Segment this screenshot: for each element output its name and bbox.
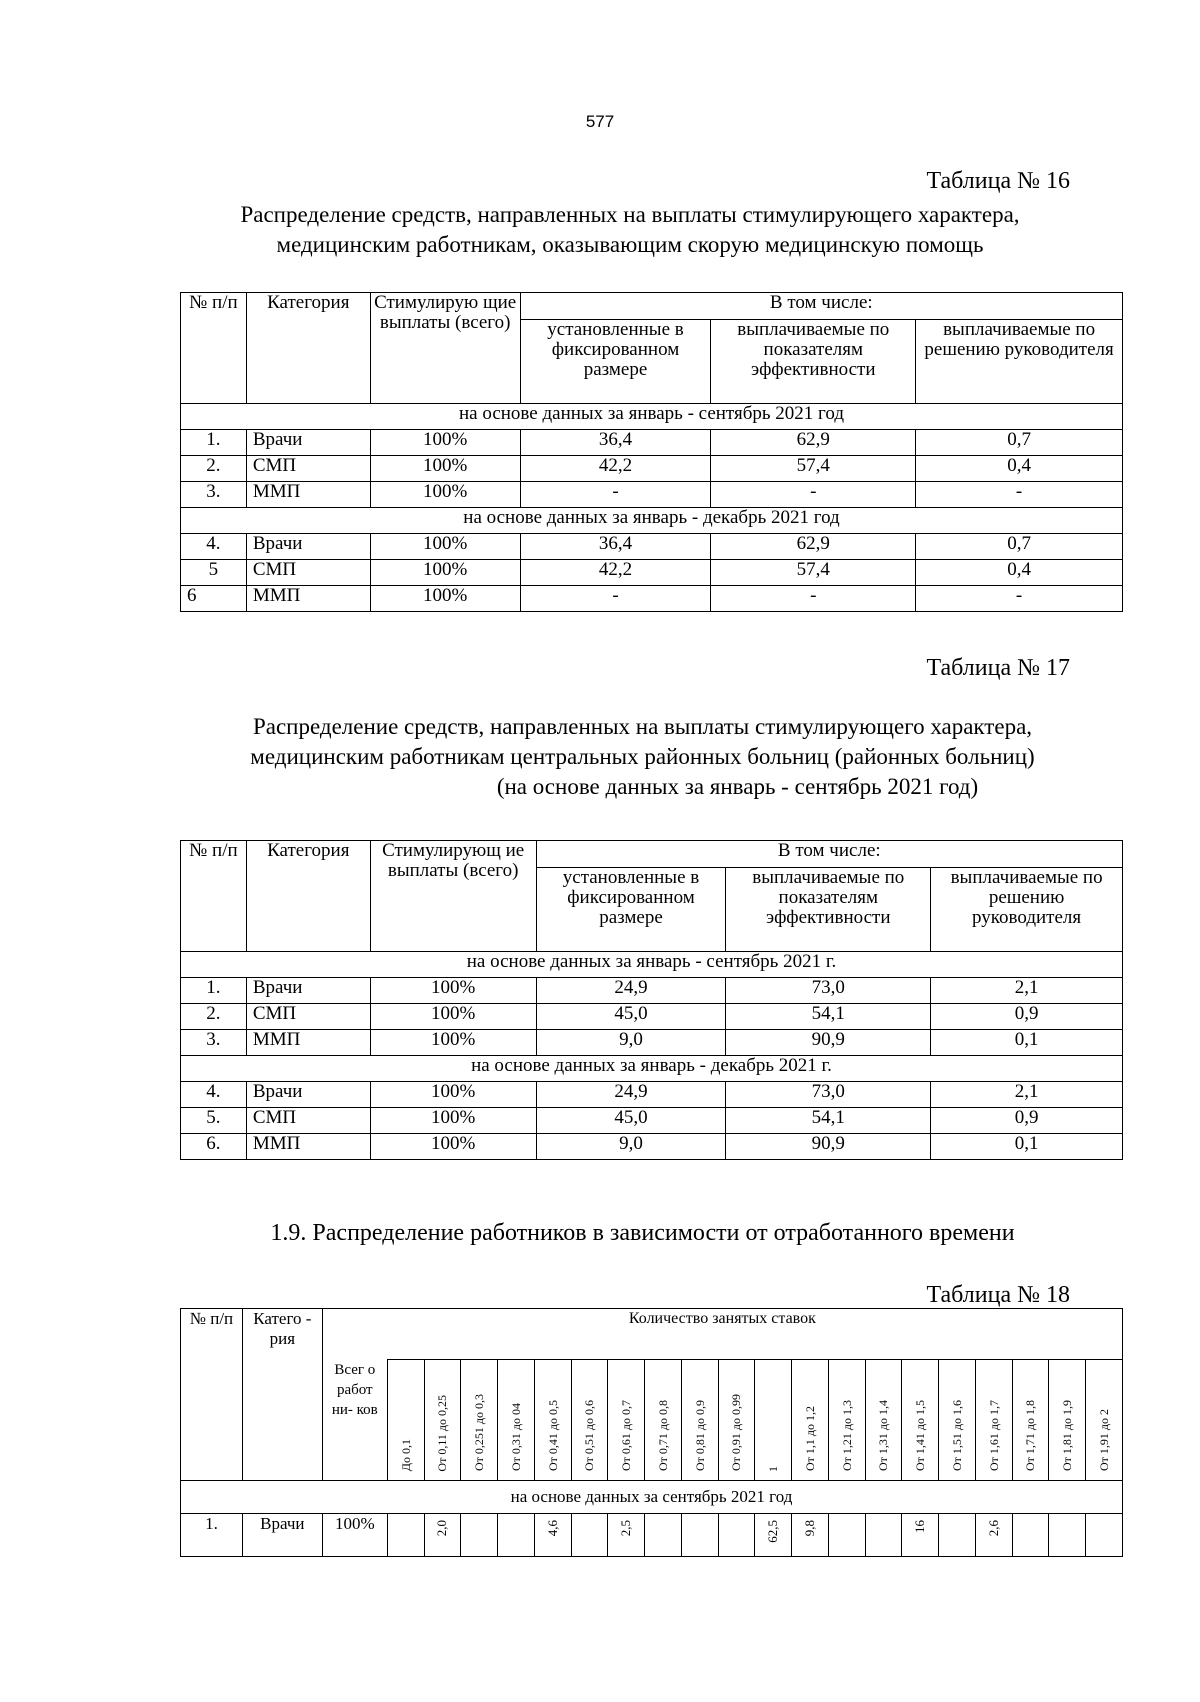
- rate-value-cell: [718, 1513, 755, 1556]
- rate-column-header: [1049, 1360, 1086, 1481]
- row-efficiency: 90,9: [726, 1030, 931, 1056]
- table-row: [181, 430, 1123, 456]
- row-manager: 0,9: [931, 1004, 1123, 1030]
- row-efficiency: 73,0: [726, 978, 931, 1004]
- row-num: 1.: [181, 978, 247, 1004]
- table-row: [181, 456, 1123, 482]
- rate-value-cell: [975, 1513, 1012, 1556]
- row-efficiency: -: [711, 482, 916, 508]
- table-row: [181, 1134, 1123, 1160]
- col-num-header: № п/п: [181, 1309, 243, 1481]
- row-total: 100%: [322, 1513, 387, 1556]
- rate-column-label: От 1,81 до 1,9: [1060, 1400, 1075, 1472]
- section-label: на основе данных за январь - декабрь 2021 г.: [181, 1056, 1123, 1082]
- row-fixed: -: [520, 482, 711, 508]
- section-label: на основе данных за январь - сентябрь 2021 г.: [181, 952, 1123, 978]
- rate-column-header: [387, 1360, 424, 1481]
- rate-column-label: От 0,31 до 04: [508, 1403, 523, 1472]
- rate-value-cell: [1086, 1513, 1123, 1556]
- row-manager: 2,1: [931, 1082, 1123, 1108]
- row-num: 3.: [181, 482, 247, 508]
- col-num-header: № п/п: [181, 293, 247, 404]
- rate-column-header: [1086, 1360, 1123, 1481]
- col-fixed-header: установленные в фиксированном размере: [520, 320, 711, 404]
- row-efficiency: 90,9: [726, 1134, 931, 1160]
- rate-column-label: От 0,11 до 0,25: [435, 1394, 450, 1472]
- rate-value-cell: [608, 1513, 645, 1556]
- rate-column-header: [424, 1360, 461, 1481]
- rate-column-label: От 1,21 до 1,3: [839, 1400, 854, 1472]
- row-manager: -: [916, 482, 1123, 508]
- rate-column-label: От 1,91 до 2: [1097, 1409, 1111, 1472]
- row-num: 6.: [181, 1134, 247, 1160]
- row-category: Врачи: [246, 534, 370, 560]
- row-efficiency: 73,0: [726, 1082, 931, 1108]
- row-total: 100%: [370, 534, 520, 560]
- rate-value: 2,5: [618, 1519, 634, 1536]
- col-category-header: Катего - рия: [242, 1309, 322, 1481]
- table16-caption: Таблица № 16: [926, 168, 1070, 194]
- rate-value-cell: [387, 1513, 424, 1556]
- rate-column-header: [608, 1360, 645, 1481]
- rate-value: 9,8: [801, 1519, 817, 1536]
- row-manager: 0,1: [931, 1030, 1123, 1056]
- rate-column-header: [571, 1360, 608, 1481]
- rate-value: 16: [912, 1519, 928, 1533]
- row-fixed: 45,0: [536, 1004, 726, 1030]
- rate-column-label: От 0,91 до 0,99: [729, 1394, 744, 1472]
- row-total: 100%: [370, 1134, 536, 1160]
- rate-column-header: [755, 1360, 792, 1481]
- rate-column-label: От 1,71 до 1,8: [1023, 1400, 1038, 1472]
- col-including-header: В том числе:: [536, 841, 1122, 868]
- row-category: Врачи: [246, 1082, 370, 1108]
- rate-column-label: От 0,251 до 0,3: [472, 1394, 487, 1472]
- row-fixed: 24,9: [536, 978, 726, 1004]
- rate-column-label: От 0,61 до 0,7: [619, 1400, 634, 1472]
- row-total: 100%: [370, 1108, 536, 1134]
- row-manager: 0,4: [916, 456, 1123, 482]
- table18-caption: Таблица № 18: [926, 1282, 1070, 1308]
- row-manager: 0,7: [916, 534, 1123, 560]
- rate-column-header: [534, 1360, 571, 1481]
- col-manager-header: выплачиваемые по решению руководителя: [931, 868, 1123, 952]
- rate-value-cell: [1049, 1513, 1086, 1556]
- row-total: 100%: [370, 1030, 536, 1056]
- col-efficiency-header: выплачиваемые по показателям эффективности: [726, 868, 931, 952]
- table16-title-line-1: Распределение средств, направленных на выплаты стимулирующего характера,: [240, 202, 1020, 227]
- rate-value-cell: [461, 1513, 498, 1556]
- rate-column-header: [498, 1360, 535, 1481]
- table16-title: [180, 200, 1080, 260]
- rate-column-header: [792, 1360, 829, 1481]
- row-num: 2.: [181, 456, 247, 482]
- rate-value-cell: [792, 1513, 829, 1556]
- table17-title-line-3: (на основе данных за январь - сентябрь 2021 год): [496, 774, 979, 799]
- row-category: СМП: [246, 1108, 370, 1134]
- table-row: [181, 482, 1123, 508]
- rate-value-cell: [902, 1513, 939, 1556]
- page-number: 577: [585, 112, 615, 131]
- row-manager: 0,7: [916, 430, 1123, 456]
- row-fixed: -: [520, 586, 711, 612]
- row-total: 100%: [370, 456, 520, 482]
- row-category: СМП: [246, 456, 370, 482]
- rate-column-label: До 0,1: [398, 1439, 413, 1472]
- row-category: Врачи: [246, 978, 370, 1004]
- rates-title-header: Количество занятых ставок: [322, 1309, 1122, 1360]
- rate-value-cell: [424, 1513, 461, 1556]
- row-fixed: 9,0: [536, 1134, 726, 1160]
- row-category: ММП: [246, 1134, 370, 1160]
- rate-column-label: От 0,41 до 0,5: [545, 1400, 560, 1472]
- row-num: 6: [181, 586, 247, 612]
- row-fixed: 42,2: [520, 560, 711, 586]
- row-total: 100%: [370, 482, 520, 508]
- table18: [180, 1308, 1123, 1557]
- rate-column-header: [1012, 1360, 1049, 1481]
- row-efficiency: 62,9: [711, 534, 916, 560]
- rate-value-cell: [755, 1513, 792, 1556]
- row-category: Врачи: [242, 1513, 322, 1556]
- rate-column-label: От 1,51 до 1,6: [949, 1400, 964, 1472]
- table-row: [181, 1513, 1123, 1556]
- rate-column-header: [975, 1360, 1012, 1481]
- row-manager: 0,4: [916, 560, 1123, 586]
- rate-value-cell: [865, 1513, 902, 1556]
- rate-value-cell: [1012, 1513, 1049, 1556]
- col-num-header: № п/п: [181, 841, 247, 952]
- rate-column-header: [865, 1360, 902, 1481]
- rate-value: 2,6: [985, 1519, 1001, 1536]
- row-num: 2.: [181, 1004, 247, 1030]
- rate-value: 62,5: [765, 1519, 781, 1543]
- rate-value-cell: [681, 1513, 718, 1556]
- row-num: 3.: [181, 1030, 247, 1056]
- row-fixed: 42,2: [520, 456, 711, 482]
- table-row: [181, 1108, 1123, 1134]
- rate-column-header: [681, 1360, 718, 1481]
- rate-value-cell: [645, 1513, 682, 1556]
- col-fixed-header: установленные в фиксированном размере: [536, 868, 726, 952]
- rate-column-header: [718, 1360, 755, 1481]
- col-efficiency-header: выплачиваемые по показателям эффективности: [711, 320, 916, 404]
- rate-column-label: От 0,71 до 0,8: [655, 1400, 670, 1472]
- table17-title-line-2: медицинским работникам центральных районных больниц (районных больниц): [250, 744, 1035, 769]
- col-stimul-header: Стимулирую щие выплаты (всего): [370, 293, 520, 404]
- rate-value-cell: [498, 1513, 535, 1556]
- row-efficiency: 54,1: [726, 1004, 931, 1030]
- col-total-workers-header: Всег о работ ни- ков: [322, 1360, 387, 1481]
- rate-value-cell: [571, 1513, 608, 1556]
- row-num: 4.: [181, 1082, 247, 1108]
- col-category-header: Категория: [246, 841, 370, 952]
- row-fixed: 36,4: [520, 534, 711, 560]
- section-label: на основе данных за январь - декабрь 2021 год: [181, 508, 1123, 534]
- table16: [180, 292, 1123, 612]
- row-num: 4.: [181, 534, 247, 560]
- table-row: [181, 534, 1123, 560]
- rate-column-header: [902, 1360, 939, 1481]
- row-category: СМП: [246, 560, 370, 586]
- table17-caption: Таблица № 17: [926, 655, 1070, 681]
- row-total: 100%: [370, 560, 520, 586]
- row-total: 100%: [370, 978, 536, 1004]
- row-fixed: 36,4: [520, 430, 711, 456]
- table17-title-line-1: Распределение средств, направленных на выплаты стимулирующего характера,: [252, 714, 1033, 739]
- rate-column-header: [939, 1360, 976, 1481]
- row-total: 100%: [370, 586, 520, 612]
- section-label: на основе данных за январь - сентябрь 2021 год: [181, 404, 1123, 430]
- rate-value: 2,0: [434, 1519, 450, 1536]
- table17: [180, 840, 1123, 1160]
- rate-column-label: От 1,61 до 1,7: [986, 1400, 1001, 1472]
- row-total: 100%: [370, 1004, 536, 1030]
- section-1-9-heading: 1.9. Распределение работников в зависимости от отработанного времени: [270, 1220, 1015, 1246]
- col-stimul-header: Стимулирующ ие выплаты (всего): [370, 841, 536, 952]
- row-manager: 2,1: [931, 978, 1123, 1004]
- row-manager: 0,1: [931, 1134, 1123, 1160]
- row-category: ММП: [246, 482, 370, 508]
- rate-column-header: [828, 1360, 865, 1481]
- row-efficiency: 62,9: [711, 430, 916, 456]
- row-category: ММП: [246, 586, 370, 612]
- table-row: [181, 560, 1123, 586]
- rate-value: 4,6: [544, 1519, 560, 1536]
- rate-column-label: От 1,41 до 1,5: [913, 1400, 928, 1472]
- section-label: на основе данных за сентябрь 2021 год: [181, 1480, 1123, 1513]
- table16-title-line-2: медицинским работникам, оказывающим скорую медицинскую помощь: [276, 232, 984, 257]
- rate-column-label: От 1,1 до 1,2: [802, 1406, 817, 1472]
- row-manager: -: [916, 586, 1123, 612]
- rate-column-label: От 1,31 до 1,4: [876, 1400, 891, 1472]
- table-row: [181, 978, 1123, 1004]
- row-category: Врачи: [246, 430, 370, 456]
- row-efficiency: 54,1: [726, 1108, 931, 1134]
- rate-column-label: От 0,51 до 0,6: [582, 1400, 597, 1472]
- row-manager: 0,9: [931, 1108, 1123, 1134]
- table-row: [181, 1004, 1123, 1030]
- row-efficiency: -: [711, 586, 916, 612]
- col-manager-header: выплачиваемые по решению руководителя: [916, 320, 1123, 404]
- rate-column-header: [461, 1360, 498, 1481]
- rate-column-header: [645, 1360, 682, 1481]
- rate-value-cell: [939, 1513, 976, 1556]
- row-efficiency: 57,4: [711, 456, 916, 482]
- row-num: 5: [181, 560, 247, 586]
- row-fixed: 24,9: [536, 1082, 726, 1108]
- row-efficiency: 57,4: [711, 560, 916, 586]
- col-including-header: В том числе:: [520, 293, 1122, 320]
- rate-value-cell: [534, 1513, 571, 1556]
- col-category-header: Категория: [246, 293, 370, 404]
- row-num: 1.: [181, 1513, 243, 1556]
- row-fixed: 9,0: [536, 1030, 726, 1056]
- rate-column-label: От 0,81 до 0,9: [692, 1400, 707, 1472]
- table17-title: [180, 712, 1105, 802]
- row-category: СМП: [246, 1004, 370, 1030]
- row-fixed: 45,0: [536, 1108, 726, 1134]
- row-total: 100%: [370, 430, 520, 456]
- table-row: [181, 1030, 1123, 1056]
- rate-value-cell: [828, 1513, 865, 1556]
- rate-column-label: 1: [766, 1465, 781, 1472]
- row-total: 100%: [370, 1082, 536, 1108]
- row-num: 1.: [181, 430, 247, 456]
- table-row: [181, 586, 1123, 612]
- table-row: [181, 1082, 1123, 1108]
- row-category: ММП: [246, 1030, 370, 1056]
- row-num: 5.: [181, 1108, 247, 1134]
